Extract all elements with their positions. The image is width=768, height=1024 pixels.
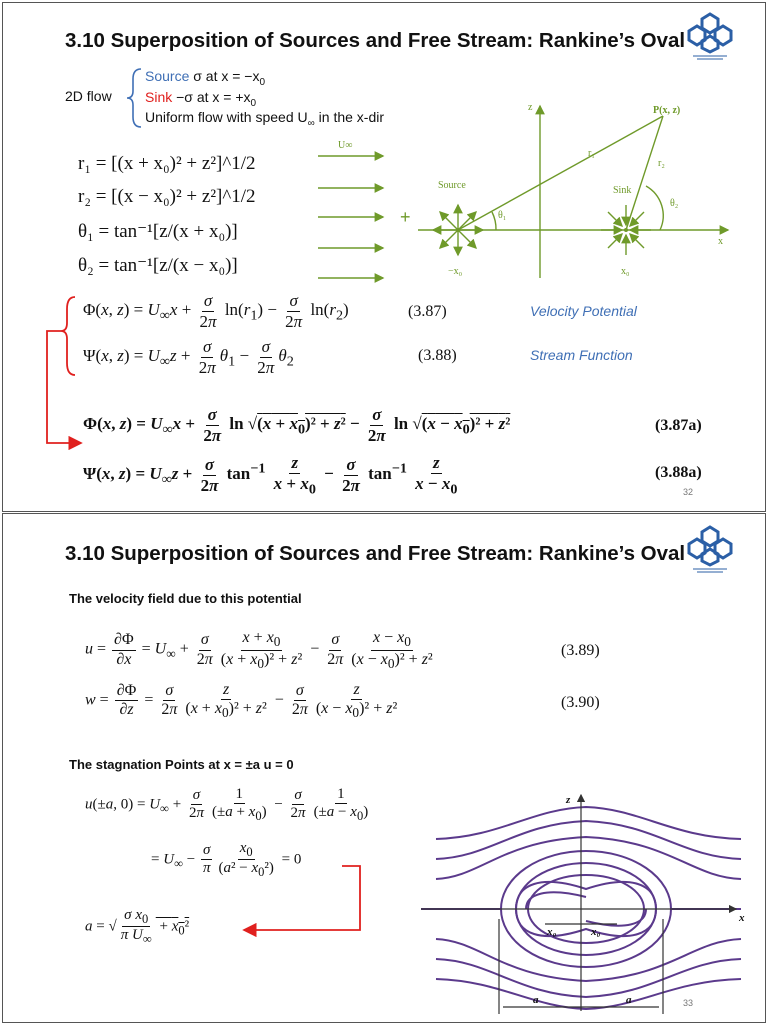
stagnation-heading: The stagnation Points at x = ±a u = 0 <box>69 757 294 772</box>
eq-theta1: θ₁ = tan⁻¹[z/(x + x₀)] <box>78 221 238 242</box>
flow-label: 2D flow <box>65 88 112 104</box>
eq-388-number: (3.88) <box>418 347 457 364</box>
eq-389-number: (3.89) <box>561 642 600 659</box>
eq-390-number: (3.90) <box>561 694 600 711</box>
x-axis-label: x <box>718 236 723 247</box>
source-word: Source <box>145 68 190 84</box>
p-label: P(x, z) <box>653 105 681 116</box>
theta1-label: θ₁ <box>498 210 507 221</box>
r2-label: r₂ <box>658 158 665 169</box>
slide-33 <box>2 513 766 1023</box>
source-rest: σ at x = −x <box>189 68 260 84</box>
eq-phi-expanded: Φ(x, $z) = U_\infty x$ + $\frac{\sigma}{2\pi}$ $\ln √(x + x_0)^2 + z^2$ − $\frac{\sigma}{2\pi}$ $\ln √(x - x_0)^2 + z^2$ <box>83 405 511 445</box>
sink-word: Sink <box>145 89 173 105</box>
a-left-label: a <box>533 994 539 1006</box>
z-axis-label: z <box>566 794 571 806</box>
page-number: 32 <box>683 487 694 497</box>
eq-388a-number: (3.88a) <box>655 464 702 481</box>
x0-right-label: x₀ <box>591 926 601 938</box>
eq-r2: r₂ = [(x − x₀)² + z²]^1/2 <box>78 186 256 207</box>
university-logo-icon <box>685 9 735 61</box>
page-number: 33 <box>683 998 694 1008</box>
eq-a: a = √ $\frac{\sigma x_0}{\pi U_\infty}$ + $x_0^2$ <box>85 907 190 947</box>
eq-387a-number: (3.87a) <box>655 417 702 434</box>
uniform-line: Uniform flow with speed $U_\infty$ in the x-dir <box>145 109 385 129</box>
minus-x0-label: −x₀ <box>448 266 463 277</box>
velocity-field-heading: The velocity field due to this potential <box>69 591 302 606</box>
sink-label: Sink <box>613 185 632 196</box>
uniform-rest: in the x-dir <box>314 109 385 125</box>
source-line: Source σ at $x = -x_0$ <box>145 68 266 88</box>
eq-psi-expanded: Ψ(x, $z) = U_\infty z$ + $\frac{\sigma}{2\pi}$ $\tan^{-1}$ $\frac{z}{x + x_0}$ − $\frac{\sigma}{2\pi}$ $\tan^{-1}$ $\frac{z}{x - x_0}$ <box>83 453 458 497</box>
eq-387-number: (3.87) <box>408 303 447 320</box>
slide-title: 3.10 Superposition of Sources and Free Stream: Rankine’s Oval <box>65 29 686 52</box>
velocity-potential-label: Velocity Potential <box>530 303 637 319</box>
x0-label: x₀ <box>621 266 630 277</box>
source-label: Source <box>438 180 466 191</box>
eq-theta2: θ₂ = tan⁻¹[z/(x − x₀)] <box>78 255 238 276</box>
eq-u: u = $\frac{\partial\Phi}{\partial x}$ = $U_\infty$ + $\frac{\sigma}{2\pi}$ $\frac{x + x_0}{(x + x_0)^2 + z^2}$ − $\frac{\sigma}{2\pi}$ $\frac{x - x_0}{(x - x_0)^2 + z^2}$ <box>85 629 433 671</box>
rankine-oval-diagram <box>421 789 751 1014</box>
eq-phi: Φ(x, $z) = U_\infty x$ + $\frac{\sigma}{2\pi}$ $\ln(r_1)$ − $\frac{\sigma}{2\pi}$ $\ln(r_2)$ <box>83 291 349 331</box>
eq-psi: Ψ(x, $z) = U_\infty z$ + $\frac{\sigma}{2\pi}$ $\theta_1$ − $\frac{\sigma}{2\pi}$ $\theta_2$ <box>83 337 294 377</box>
brace-icon <box>125 67 143 129</box>
eq-r1: r₁ = [(x + x₀)² + z²]^1/2 <box>78 153 256 174</box>
uniform-text: Uniform flow with speed U <box>145 109 308 125</box>
plus-sign: + <box>400 207 411 227</box>
r1-label: r₁ <box>588 148 595 159</box>
theta2-label: θ₂ <box>670 198 679 209</box>
eq-w: w = $\frac{\partial\Phi}{\partial z}$ = $\frac{\sigma}{2\pi}$ $\frac{z}{(x + x_0)^2 + z^2}$ − $\frac{\sigma}{2\pi}$ $\frac{z}{(x - x_0)^2 + z^2}$ <box>85 681 398 721</box>
sink-line: Sink −σ at $x = +x_0$ <box>145 89 257 109</box>
slide-title: 3.10 Superposition of Sources and Free Stream: Rankine’s Oval <box>65 542 686 565</box>
university-logo-icon <box>685 522 735 574</box>
source-sink-diagram <box>308 98 738 288</box>
eq-u-simplified: = $U_\infty$ − $\frac{\sigma}{\pi}$ $\frac{x_0}{(a^2 - x_0^2)}$ = 0 <box>151 840 302 880</box>
a-right-label: a <box>626 994 632 1006</box>
red-arrow-connector <box>238 854 368 944</box>
x0-left-label: x₀ <box>547 926 557 938</box>
sink-rest: −σ at x = +x <box>172 89 251 105</box>
x-axis-label: x <box>739 912 745 924</box>
uinf-label: U∞ <box>338 140 353 151</box>
z-axis-label: z <box>528 102 533 113</box>
slide-32 <box>2 2 766 512</box>
eq-u-stagnation: u(±a, $0) = U_\infty$ + $\frac{\sigma}{2\pi}$ $\frac{1}{(\pm a + x_0)}$ − $\frac{\sigma}{2\pi}$ $\frac{1}{(\pm a - x_0)}$ <box>85 786 369 824</box>
stream-function-label: Stream Function <box>530 347 633 363</box>
